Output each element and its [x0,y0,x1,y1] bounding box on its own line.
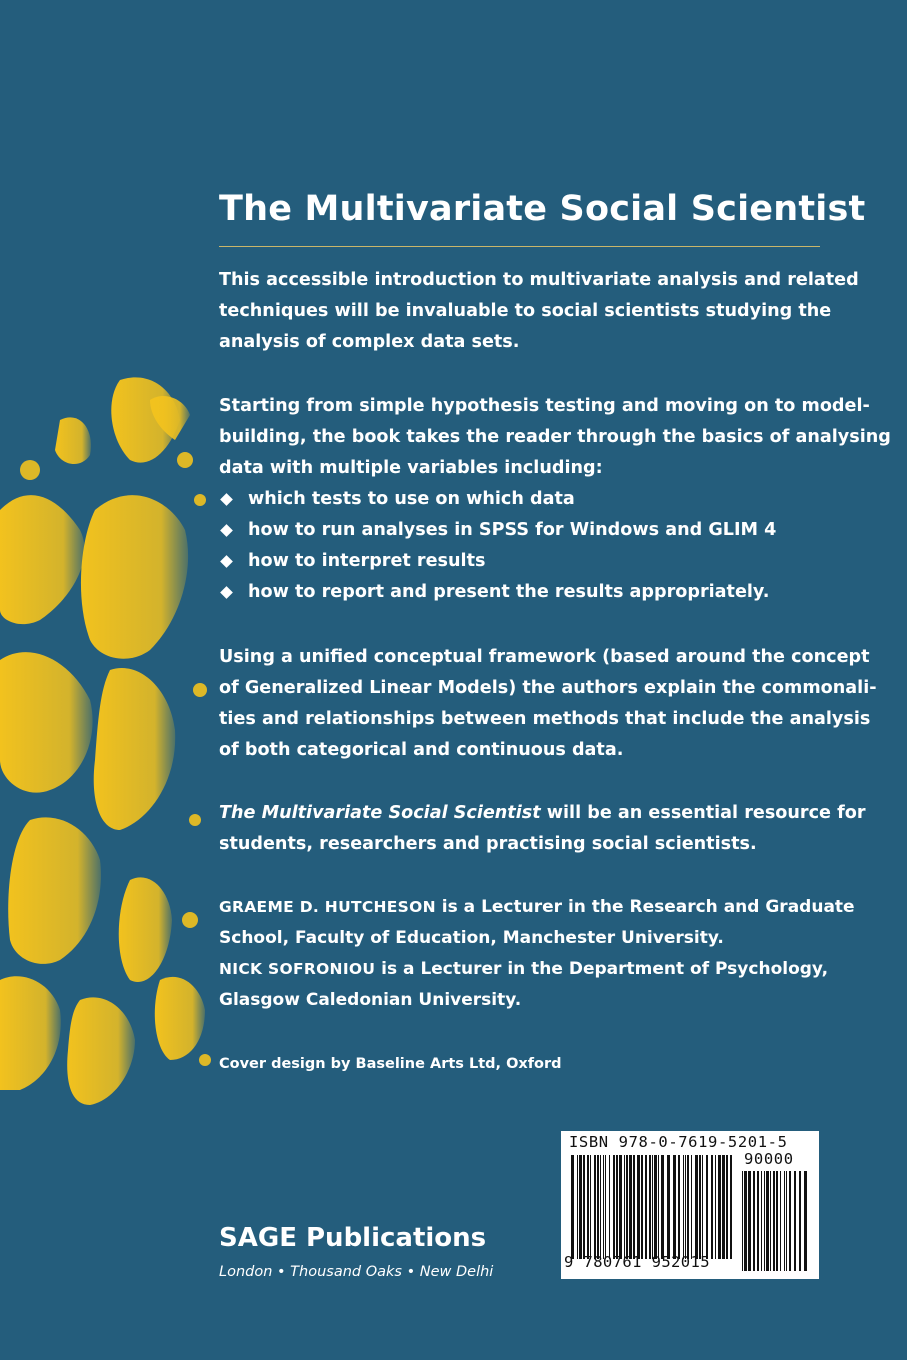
barcode-bar [748,1171,751,1271]
barcode-bar [789,1171,791,1271]
barcode-bar [629,1155,632,1259]
text-line: Using a unified conceptual framework (based around the concept [219,647,870,667]
barcode-bar [661,1155,664,1259]
ean-number: 9 780761 952015 [564,1253,710,1271]
barcode-bar [624,1155,625,1259]
list-item [219,484,839,515]
barcode-bar [794,1171,796,1271]
barcode-bar [744,1171,747,1271]
barcode-bar [652,1155,653,1259]
list-item [219,546,839,577]
publisher-name: SAGE Publications [219,1223,487,1253]
barcode-bar [605,1155,606,1259]
list-item-text: how to report and present the results appropriately. [248,582,770,602]
text-line [219,798,866,829]
author-bio-line [219,892,855,923]
list-item-text: which tests to use on which data [248,489,575,509]
blurb-paragraph-2 [219,391,891,484]
barcode-bar [753,1171,755,1271]
barcode-bar [730,1155,732,1259]
barcode-bar [678,1155,680,1259]
text-line: Starting from simple hypothesis testing and moving on to model- [219,396,870,416]
barcode-bar [616,1155,618,1259]
text-line: analysis of complex data sets. [219,332,520,352]
barcode-bar [583,1155,585,1259]
italic-book-title: The Multivariate Social Scientist [219,803,541,823]
barcode-bar [587,1155,589,1259]
text-line: ties and relationships between methods that include the analysis [219,709,871,729]
diamond-bullet-icon [220,524,233,537]
barcode-bar [633,1155,635,1259]
barcode-bar [658,1155,659,1259]
barcode-bar [645,1155,647,1259]
list-item-text: how to run analyses in SPSS for Windows and GLIM 4 [248,520,777,540]
barcode-bar [784,1171,785,1271]
barcode-bar [590,1155,591,1259]
barcode-bar [773,1171,775,1271]
price-addon-code: 90000 [744,1150,794,1168]
barcode-bar [626,1155,628,1259]
blurb-paragraph-3 [219,642,877,766]
barcode-bar [600,1155,601,1259]
list-item [219,577,839,608]
barcode-bar [594,1155,596,1259]
barcode-bar [757,1171,759,1271]
barcode-bar [715,1155,716,1259]
barcode-bar [770,1171,771,1271]
text-fragment: is a Lecturer in the Department of Psychology, [375,959,829,979]
text-line: techniques will be invaluable to social scientists studying the [219,301,832,321]
barcode-bar [649,1155,651,1259]
barcode-bar [667,1155,670,1259]
author-name: GRAEME D. HUTCHESON [219,898,436,916]
text-fragment: will be an essential resource for [540,803,866,823]
barcode-bar [804,1171,807,1271]
barcode-bar [799,1171,801,1271]
text-line: of Generalized Linear Models) the authors explain the commonali- [219,678,877,698]
barcode-bar [786,1171,787,1271]
text-line: data with multiple variables including: [219,458,603,478]
isbn-number: ISBN 978-0-7619-5201-5 [569,1133,788,1151]
author-name: NICK SOFRONIOU [219,960,376,978]
barcode-bar [699,1155,701,1259]
author-bio-line [219,954,839,985]
barcode-bar [711,1155,713,1259]
barcode-bar [761,1171,762,1271]
cover-design-credit: Cover design by Baseline Arts Ltd, Oxford [219,1056,562,1072]
barcode-bar [726,1155,728,1259]
barcode-bar [637,1155,640,1259]
diamond-bullet-icon [220,493,233,506]
text-line: building, the book takes the reader through the basics of analysing [219,427,891,447]
barcode-bar [776,1171,778,1271]
isbn-barcode [561,1131,819,1279]
barcode-bars-icon [571,1155,736,1259]
barcode-bar [687,1155,689,1259]
barcode-bar [619,1155,622,1259]
barcode-bar [577,1155,578,1259]
barcode-bar [706,1155,708,1259]
barcode-bar [780,1171,781,1271]
list-item [219,515,839,546]
feature-list [219,484,839,608]
publisher-cities: London • Thousand Oaks • New Delhi [219,1264,494,1280]
barcode-bar [654,1155,657,1259]
author-bios [219,892,855,1016]
text-line: This accessible introduction to multivariate analysis and related [219,270,859,290]
text-line: of both categorical and continuous data. [219,740,624,760]
addon-barcode-bars-icon [742,1171,810,1271]
blurb-paragraph-1 [219,265,859,358]
barcode-bar [613,1155,615,1259]
author-bio-line: School, Faculty of Education, Manchester University. [219,928,724,948]
barcode-bar [742,1171,743,1271]
title-divider [219,246,820,247]
barcode-bar [673,1155,676,1259]
text-line: students, researchers and practising social scientists. [219,834,757,854]
barcode-bar [571,1155,574,1259]
barcode-bar [603,1155,604,1259]
barcode-bar [766,1171,769,1271]
barcode-bar [764,1171,765,1271]
diamond-bullet-icon [220,586,233,599]
text-fragment: is a Lecturer in the Research and Graduate [435,897,855,917]
barcode-bar [702,1155,703,1259]
barcode-bar [695,1155,698,1259]
blurb-paragraph-4 [219,798,866,860]
barcode-bar [579,1155,582,1259]
barcode-bar [597,1155,599,1259]
barcode-bar [609,1155,610,1259]
barcode-bar [683,1155,684,1259]
barcode-bar [685,1155,686,1259]
author-bio-line: Glasgow Caledonian University. [219,990,522,1010]
barcode-bar [722,1155,725,1259]
yellow-abstract-artwork [0,360,215,1120]
diamond-bullet-icon [220,555,233,568]
barcode-bar [641,1155,643,1259]
barcode-bar [691,1155,692,1259]
list-item-text: how to interpret results [248,551,486,571]
book-title: The Multivariate Social Scientist [219,189,866,229]
barcode-bar [718,1155,721,1259]
